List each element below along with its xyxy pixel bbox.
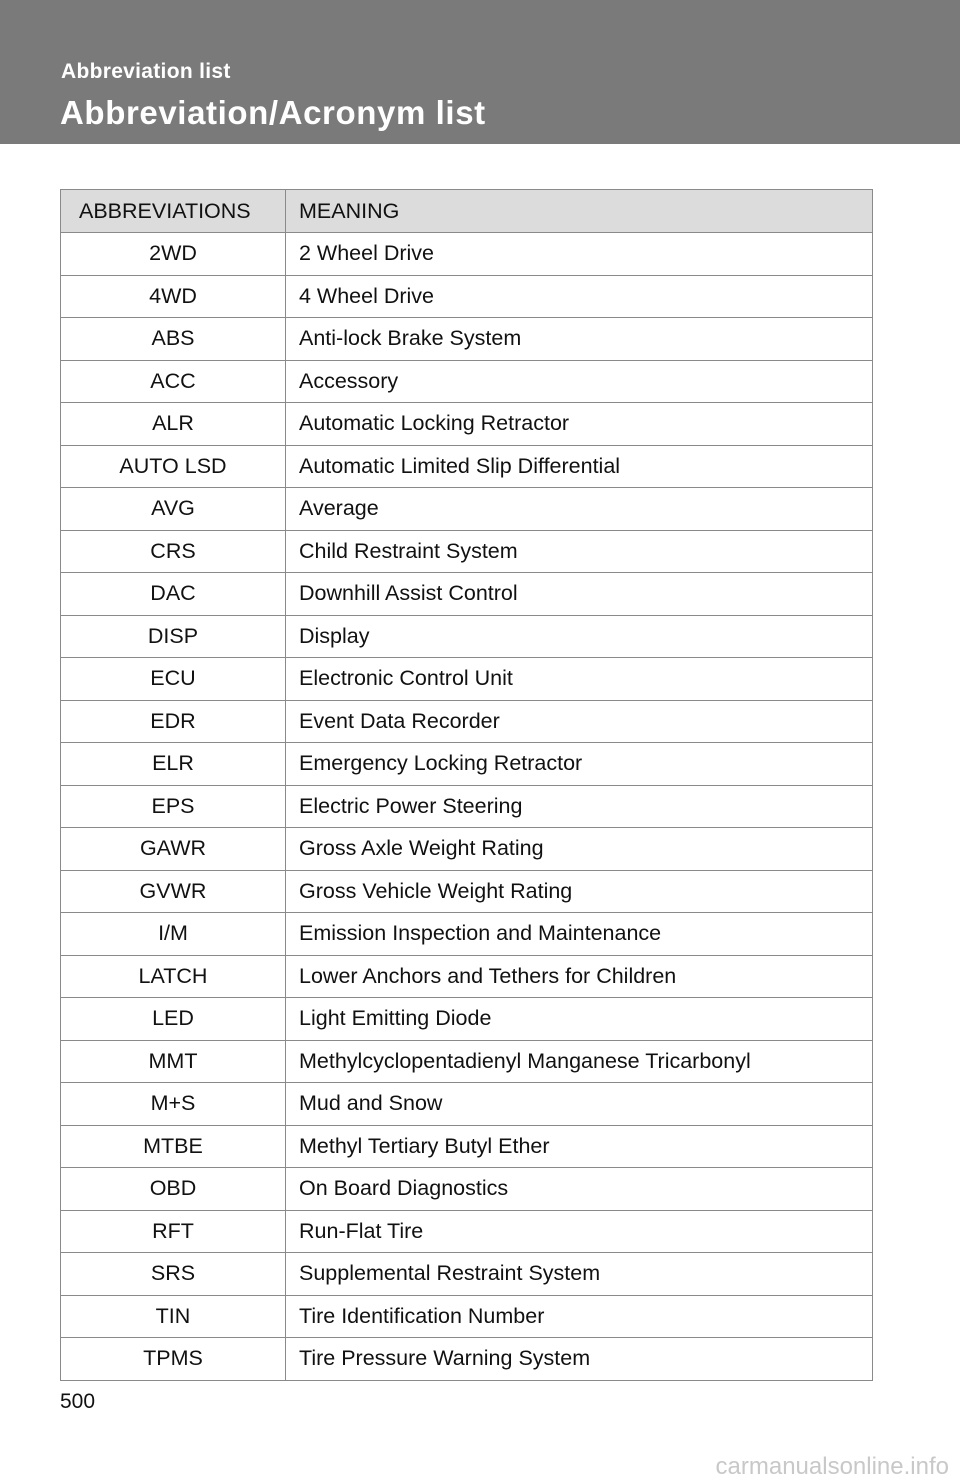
meaning-cell: Average xyxy=(286,488,873,531)
meaning-cell: Electric Power Steering xyxy=(286,785,873,828)
abbreviation-cell: DISP xyxy=(61,615,286,658)
table-row xyxy=(61,785,873,828)
abbreviation-cell: MTBE xyxy=(61,1125,286,1168)
meaning-cell: Emergency Locking Retractor xyxy=(286,743,873,786)
abbreviation-cell: AUTO LSD xyxy=(61,445,286,488)
table-body xyxy=(61,233,873,1381)
meaning-cell: Gross Vehicle Weight Rating xyxy=(286,870,873,913)
meaning-cell: Display xyxy=(286,615,873,658)
abbreviation-cell: ABS xyxy=(61,318,286,361)
table-row xyxy=(61,615,873,658)
abbreviation-cell: LATCH xyxy=(61,955,286,998)
column-header-meaning: MEANING xyxy=(286,190,873,233)
meaning-cell: Lower Anchors and Tethers for Children xyxy=(286,955,873,998)
table-row xyxy=(61,1083,873,1126)
abbreviation-cell: RFT xyxy=(61,1210,286,1253)
meaning-cell: 4 Wheel Drive xyxy=(286,275,873,318)
meaning-cell: Event Data Recorder xyxy=(286,700,873,743)
table-row xyxy=(61,870,873,913)
meaning-cell: Methyl Tertiary Butyl Ether xyxy=(286,1125,873,1168)
meaning-cell: Mud and Snow xyxy=(286,1083,873,1126)
meaning-cell: Light Emitting Diode xyxy=(286,998,873,1041)
abbreviation-cell: ELR xyxy=(61,743,286,786)
abbreviation-cell: 2WD xyxy=(61,233,286,276)
meaning-cell: On Board Diagnostics xyxy=(286,1168,873,1211)
abbreviation-cell: ACC xyxy=(61,360,286,403)
table-row xyxy=(61,743,873,786)
meaning-cell: Child Restraint System xyxy=(286,530,873,573)
abbreviation-cell: AVG xyxy=(61,488,286,531)
meaning-cell: Accessory xyxy=(286,360,873,403)
abbreviation-cell: GAWR xyxy=(61,828,286,871)
meaning-cell: Tire Pressure Warning System xyxy=(286,1338,873,1381)
abbreviation-cell: LED xyxy=(61,998,286,1041)
abbreviation-cell: M+S xyxy=(61,1083,286,1126)
meaning-cell: Tire Identification Number xyxy=(286,1295,873,1338)
abbreviation-cell: EPS xyxy=(61,785,286,828)
page-number: 500 xyxy=(60,1390,96,1413)
table-row xyxy=(61,1125,873,1168)
meaning-cell: Anti-lock Brake System xyxy=(286,318,873,361)
table-header-row xyxy=(61,190,873,233)
table-row xyxy=(61,445,873,488)
abbreviation-cell: CRS xyxy=(61,530,286,573)
abbreviation-cell: SRS xyxy=(61,1253,286,1296)
table-row xyxy=(61,275,873,318)
table-row xyxy=(61,828,873,871)
abbreviation-cell: ALR xyxy=(61,403,286,446)
column-header-abbreviations: ABBREVIATIONS xyxy=(61,190,286,233)
table-row xyxy=(61,913,873,956)
meaning-cell: Electronic Control Unit xyxy=(286,658,873,701)
section-label: Abbreviation list xyxy=(61,60,231,83)
abbreviation-cell: TPMS xyxy=(61,1338,286,1381)
table-row xyxy=(61,573,873,616)
meaning-cell: 2 Wheel Drive xyxy=(286,233,873,276)
meaning-cell: Methylcyclopentadienyl Manganese Tricarbonyl xyxy=(286,1040,873,1083)
table-row xyxy=(61,1040,873,1083)
meaning-cell: Downhill Assist Control xyxy=(286,573,873,616)
table-row xyxy=(61,530,873,573)
abbreviation-cell: EDR xyxy=(61,700,286,743)
abbreviation-cell: DAC xyxy=(61,573,286,616)
table-row xyxy=(61,1338,873,1381)
table-row xyxy=(61,1168,873,1211)
abbreviation-cell: TIN xyxy=(61,1295,286,1338)
meaning-cell: Automatic Locking Retractor xyxy=(286,403,873,446)
abbreviation-cell: 4WD xyxy=(61,275,286,318)
table-row xyxy=(61,955,873,998)
table-row xyxy=(61,360,873,403)
table-row xyxy=(61,1253,873,1296)
table-row xyxy=(61,488,873,531)
table-row xyxy=(61,1295,873,1338)
abbreviation-cell: OBD xyxy=(61,1168,286,1211)
table-row xyxy=(61,998,873,1041)
meaning-cell: Automatic Limited Slip Differential xyxy=(286,445,873,488)
abbreviation-table xyxy=(60,189,873,1381)
page-title: Abbreviation/Acronym list xyxy=(60,94,486,131)
abbreviation-cell: MMT xyxy=(61,1040,286,1083)
meaning-cell: Emission Inspection and Maintenance xyxy=(286,913,873,956)
abbreviation-cell: ECU xyxy=(61,658,286,701)
watermark: carmanualsonline.info xyxy=(715,1453,949,1480)
table-row xyxy=(61,233,873,276)
table-row xyxy=(61,700,873,743)
table-row xyxy=(61,1210,873,1253)
table-row xyxy=(61,658,873,701)
meaning-cell: Gross Axle Weight Rating xyxy=(286,828,873,871)
abbreviation-cell: GVWR xyxy=(61,870,286,913)
abbreviation-cell: I/M xyxy=(61,913,286,956)
meaning-cell: Supplemental Restraint System xyxy=(286,1253,873,1296)
meaning-cell: Run-Flat Tire xyxy=(286,1210,873,1253)
table-row xyxy=(61,318,873,361)
table-row xyxy=(61,403,873,446)
